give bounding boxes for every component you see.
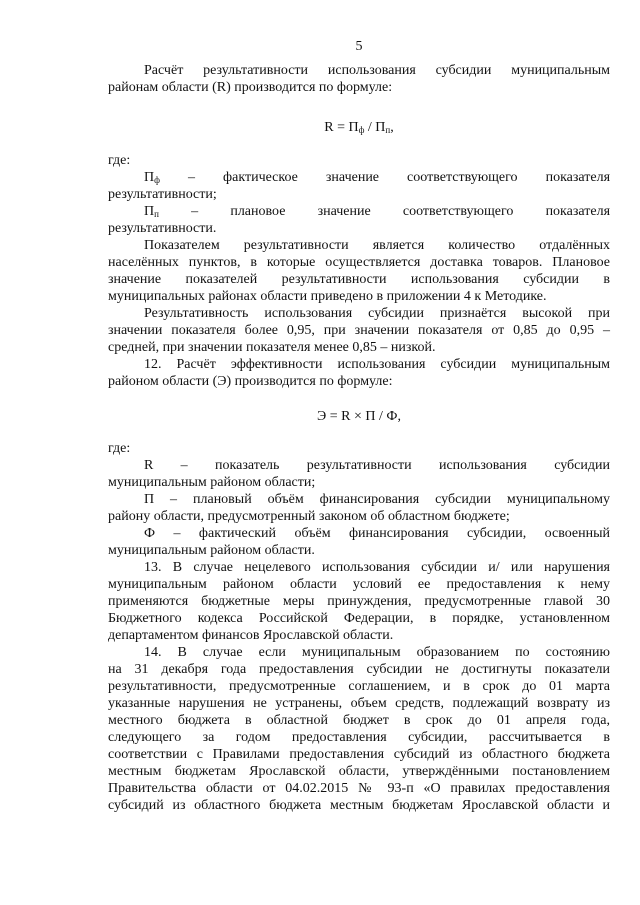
text-line: Расчёт результативности использования субсидии муниципальным bbox=[144, 63, 610, 78]
text-line: муниципальных районах области приведено в приложении 4 к Методике. bbox=[108, 289, 547, 304]
formula-result bbox=[108, 119, 610, 136]
text-line: районом области (Э) производится по формуле: bbox=[108, 374, 393, 389]
definition-fact: $П_ф$ – фактическое значение соответствующего показателя bbox=[144, 170, 611, 185]
formula-efficiency: Э = R × П / Ф, bbox=[317, 409, 401, 424]
page-number: 5 bbox=[355, 39, 363, 54]
formula-mid: / П bbox=[364, 120, 386, 135]
text-line: муниципальным районом области; bbox=[108, 475, 316, 490]
text-line: 12. Расчёт эффективности использования субсидии муниципальным bbox=[144, 357, 610, 372]
text-line: где: bbox=[108, 153, 131, 168]
text-line: П – плановый объём финансирования субсидии муниципальному bbox=[144, 492, 610, 507]
text-line: следующего за годом предоставления субсидии, рассчитывается в bbox=[108, 730, 610, 745]
text-line: местным бюджетам Ярославской области, утверждёнными постановлением bbox=[108, 764, 610, 779]
text-line: результативности. bbox=[108, 221, 217, 236]
formula-sub-fact: ф bbox=[358, 125, 365, 135]
text-line: указанные нарушения не устранены, объем средств, подлежащий возврату из bbox=[108, 696, 610, 711]
text-line: субсидий из областного бюджета местным бюджетам Ярославской области и bbox=[108, 798, 610, 813]
text-line: средней, при значении показателя менее 0,85 – низкой. bbox=[108, 340, 436, 355]
text-line: где: bbox=[108, 441, 131, 456]
text-line: районам области (R) производится по формуле: bbox=[108, 80, 393, 95]
text-line: Ф – фактический объём финансирования субсидии, освоенный bbox=[144, 526, 610, 541]
text-line: 13. В случае нецелевого использования субсидии и/ или нарушения bbox=[144, 560, 610, 575]
text-line: Показателем результативности является количество отдалённых bbox=[144, 238, 610, 253]
formula-sub-plan: п bbox=[385, 125, 391, 135]
text-line: значении показателя более 0,95, при значении показателя от 0,85 до 0,95 – bbox=[108, 323, 610, 338]
formula-lhs: R = П bbox=[324, 120, 359, 135]
text-line: 14. В случае если муниципальным образованием по состоянию bbox=[144, 645, 610, 660]
text-line: району области, предусмотренный законом об областном бюджете; bbox=[108, 509, 510, 524]
text-line: результативности; bbox=[108, 187, 217, 202]
text-line: департаментом финансов Ярославской области. bbox=[108, 628, 394, 643]
text-line: результативности, предусмотренные соглашением, и в срок до 01 марта bbox=[108, 679, 610, 694]
text-line: Результативность использования субсидии признаётся высокой при bbox=[144, 306, 610, 321]
text-line: местного бюджета в областной бюджет в срок до 01 апреля года, bbox=[108, 713, 610, 728]
text-line: Правительства области от 04.02.2015 № 93-п «О правилах предоставления bbox=[108, 781, 610, 796]
text-line: муниципальным районом области условий ее предоставления к нему bbox=[108, 577, 610, 592]
text-line: муниципальным районом области. bbox=[108, 543, 315, 558]
definition-plan: $П_п$ – плановое значение соответствующего показателя bbox=[144, 204, 611, 219]
text-line: на 31 декабря года предоставления субсидии не достигнуты показатели bbox=[108, 662, 610, 677]
text-line: населённых пунктов, в которые осуществляется доставка товаров. Плановое bbox=[108, 255, 610, 270]
text-line: применяются бюджетные меры принуждения, предусмотренные главой 30 bbox=[108, 594, 610, 609]
formula-tail: , bbox=[390, 120, 394, 135]
text-line: значение показателей результативности использования субсидии в bbox=[108, 272, 610, 287]
text-line: Бюджетного кодекса Российской Федерации, в порядке, установленном bbox=[108, 611, 610, 626]
text-line: соответствии с Правилами предоставления субсидий из областного бюджета bbox=[108, 747, 610, 762]
text-line: R – показатель результативности использования субсидии bbox=[144, 458, 610, 473]
